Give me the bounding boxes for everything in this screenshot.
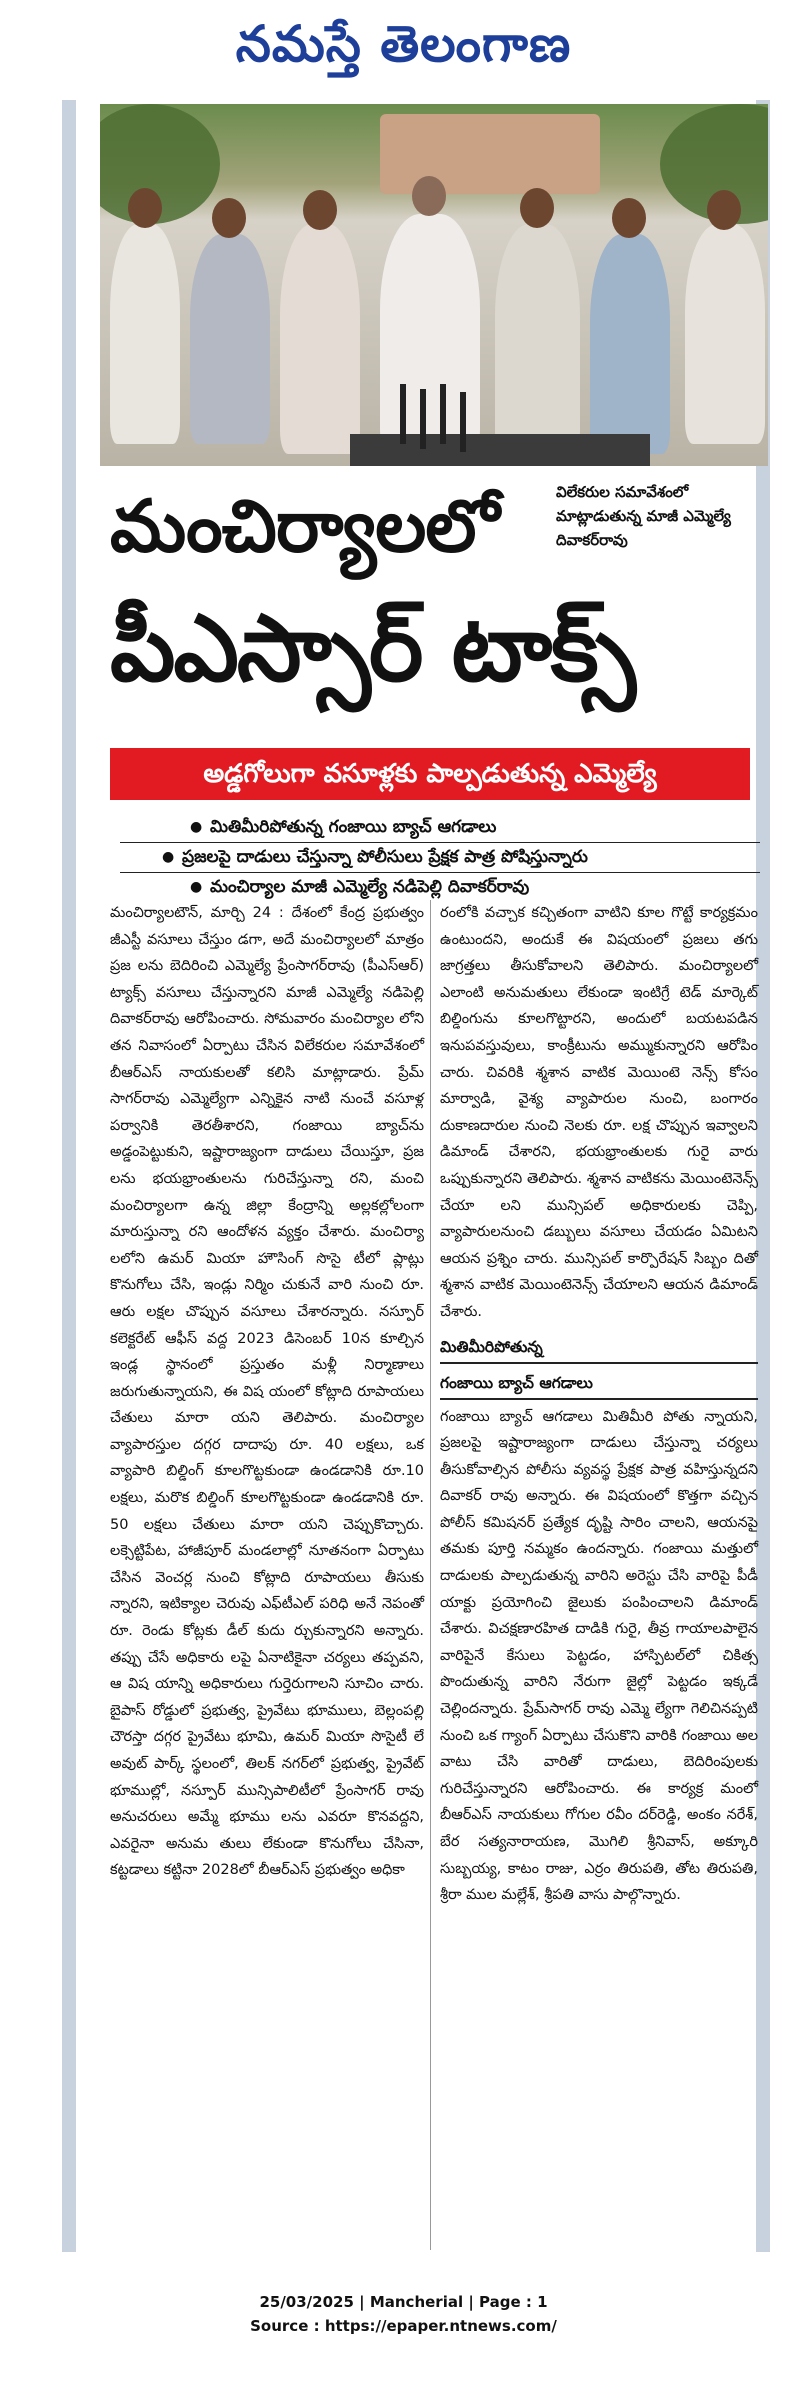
person-head — [707, 190, 741, 230]
press-meet-photo — [100, 104, 768, 466]
bullet-divider — [120, 842, 760, 843]
bullet-divider — [120, 872, 760, 873]
caption-line: మాట్లాడుతున్న మాజీ ఎమ్మెల్యే — [556, 507, 731, 525]
subhead-rule — [440, 1362, 758, 1364]
person-figure — [190, 234, 270, 444]
article-column-right — [440, 900, 758, 1909]
person-head — [520, 188, 554, 228]
microphone — [460, 392, 466, 452]
article-column-left — [110, 900, 424, 1884]
person-head — [303, 190, 337, 230]
masthead — [0, 0, 807, 88]
red-banner-subheadline: అడ్డగోలుగా వసూళ్లకు పాల్పడుతున్న ఎమ్మెల్యే — [110, 748, 750, 800]
subhead-rule — [440, 1398, 758, 1400]
body-paragraph: రంలోకి వచ్చాక కచ్చితంగా వాటిని కూల గొట్టే కార్యక్రమం ఉంటుందని, అందుకే ఈ విషయంలో ప్రజలు తగు జాగ్రత్తలు తీసుకోవాలని తెలిపారు. మంచిర్యాలలో ఎలాంటి అనుమతులు లేకుండా ఇంటిగ్రే టెడ్ మార్కెట్ బిల్డింగును కూలగొట్టారని, అందులో బయటపడిన ఇనుపవస్తువులు, కాంక్రీటును అమ్ముకున్నారని ఆరోపిం చారు. చివరికి శ్మశాన వాటిక మెయింటె నెన్స్ కోసం మార్వాడి, వైశ్య వ్యాపారుల నుంచి, బంగారం దుకాణదారుల నుంచి నెలకు రూ. లక్ష చొప్పున ఇవ్వాలని డిమాండ్ చేశారని, భయభ్రాంతులకు గురై వారు ఒప్పుకున్నారని తెలిపారు. శ్మశాన వాటికను మెయింటెనెన్స్ చేయా లని మున్సిపల్ అధికారులకు చెప్పి, వ్యాపారులనుంచి డబ్బులు వసూలు చేయడం ఏమిటని ఆయన ప్రశ్నిం చారు. మున్సిపల్ కార్పొరేషన్ సిబ్బం దితో శ్మశాన వాటిక మెయింటెనెన్స్ చేయాలని ఆయన డిమాండ్ చేశారు. — [440, 905, 758, 1320]
bullet-item: ● మంచిర్యాల మాజీ ఎమ్మెల్యే నడిపెల్లి దివాకర్‌రావు — [120, 872, 760, 902]
person-head — [412, 176, 446, 216]
page-footer — [0, 2290, 807, 2338]
person-figure — [495, 224, 580, 454]
microphone — [400, 384, 406, 444]
caption-line: దివాకర్‌రావు — [556, 531, 628, 549]
person-figure — [685, 224, 765, 444]
microphone — [420, 389, 426, 449]
person-head — [128, 188, 162, 228]
highlight-bullets — [120, 812, 760, 902]
person-figure — [280, 224, 360, 454]
microphone — [440, 384, 446, 444]
footer-date-line: 25/03/2025 | Mancherial | Page : 1 — [259, 2293, 548, 2311]
press-table — [350, 434, 650, 466]
person-figure — [590, 234, 670, 454]
background-building — [380, 114, 600, 194]
person-head — [612, 198, 646, 238]
headline-line-1: మంచిర్యాలలో — [110, 484, 499, 568]
photo-caption — [556, 480, 766, 552]
headline-line-2: పీఎస్సార్ టాక్స్ — [110, 595, 635, 702]
person-head — [212, 198, 246, 238]
section-subhead: గంజాయి బ్యాచ్ ఆగడాలు — [440, 1373, 593, 1392]
column-divider — [430, 900, 431, 2250]
body-paragraph: మంచిర్యాలటౌన్, మార్చి 24 : దేశంలో కేంద్ర ప్రభుత్వం జీఎస్టీ వసూలు చేస్తుం డగా, అదే మంచిర్యాలలో మాత్రం ప్రజ లను బెదిరించి ఎమ్మెల్యే ప్రేంసాగర్‌రావు (పీఎస్‌ఆర్) ట్యాక్స్ వసూలు చేస్తున్నారని మాజీ ఎమ్మెల్యే నడిపెల్లి దివాకర్‌రావు ఆరోపించారు. సోమవారం మంచిర్యాల లోని తన నివాసంలో ఏర్పాటు చేసిన విలేకరుల సమావేశంలో బీఆర్‌ఎస్ నాయకులతో కలిసి మాట్లాడారు. ప్రేమ్ సాగర్‌రావు ఎమ్మెల్యేగా ఎన్నికైన నాటి నుంచే వసూళ్ల పర్వానికి తెరతీశారని, గంజాయి బ్యాచ్‌ను అడ్డంపెట్టుకుని, ఇష్టారాజ్యంగా దాడులు చేయిస్తూ, ప్రజ లను భయభ్రాంతులను గురిచేస్తున్నా రని, మంచి మంచిర్యాలగా ఉన్న జిల్లా కేంద్రాన్ని అల్లకల్లోలంగా మారుస్తున్నా రని ఆందోళన వ్యక్తం చేశారు. మంచిర్యా లలోని ఉమర్ మియా హౌసింగ్ సొసై టీలో ప్లాట్లు కొనుగోలు చేసి, ఇండ్లు నిర్మిం చుకునే వారి నుంచి రూ. ఆరు లక్షల చొప్పున వసూలు చేశారన్నారు. నస్పూర్ కలెక్టరేట్ ఆఫీస్ వద్ద 2023 డిసెంబర్ 10న కూల్చిన ఇండ్ల స్థానంలో ప్రస్తుతం మళ్లీ నిర్మాణాలు జరుగుతున్నాయని, ఈ విష యంలో కోట్లాది రూపాయలు చేతులు మారా యని తెలిపారు. మంచిర్యాల వ్యాపారస్తుల దగ్గర దాదాపు రూ. 40 లక్షలు, ఒక వ్యాపారి బిల్డింగ్ కూలగొట్టకుండా ఉండడానికి రూ.10 లక్షలు, మరొక బిల్డింగ్ కూలగొట్టకుండా ఉండడానికి రూ. 50 లక్షలు చేతులు మారా యని చెప్పుకొచ్చారు. లక్సెట్టిపేట, హాజీపూర్ మండలాల్లో నూతనంగా ఏర్పాటు చేసిన వెంచర్ల నుంచి కోట్లాది రూపాయలు తీసుకు న్నారని, ఇటిక్యాల చెరువు ఎఫ్‌టీఎల్ పరిధి అనే నెపంతో రూ. రెండు కోట్లకు డీల్ కుదు ర్చుకున్నారని అన్నారు. తప్పు చేసే అధికారు లపై ఏనాటికైనా చర్యలు తప్పవని, ఆ విష యాన్ని అధికారులు గుర్తెరుగాలని సూచిం చారు. బైపాస్ రోడ్డులో ప్రభుత్వ, ప్రైవేటు భూములు, బెల్లంపల్లి చౌరస్తా దగ్గర ప్రైవేటు భూమి, ఉమర్ మియా సొసైటీ లే అవుట్ పార్క్ స్థలంలో, తిలక్ నగర్‌లో ప్రభుత్వ, ప్రైవేట్ భూముల్లో, నస్పూర్ మున్సిపాలిటీలో ప్రేంసాగర్ రావు అనుచరులు అమ్మే భూము లను ఎవరూ కొనవద్దని, ఎవరైనా అనుమ తులు లేకుండా కొనుగోలు చేసినా, కట్టడాలు కట్టినా 2028లో బీఆర్‌ఎస్ ప్రభుత్వం అధికా — [110, 905, 424, 1879]
body-paragraph: గంజాయి బ్యాచ్ ఆగడాలు మితిమీరి పోతు న్నాయని, ప్రజలపై ఇష్టారాజ్యంగా దాడులు చేస్తున్నా చర్యలు తీసుకోవాల్సిన పోలీసు వ్యవస్థ ప్రేక్షక పాత్ర వహిస్తున్నదని దివాకర్ రావు అన్నారు. ఈ విషయంలో కొత్తగా వచ్చిన పోలీస్ కమిషనర్ ప్రత్యేక దృష్టి సారిం చాలని, ఆయనపై తమకు పూర్తి నమ్మకం ఉందన్నారు. గంజాయి మత్తులో దాడులకు పాల్పడుతున్న వారిని అరెస్టు చేసి వారిపై పీడీ యాక్టు ప్రయోగించి జైలుకు పంపించాలని డిమాండ్ చేశారు. విచక్షణారహిత దాడికి గురై, తీవ్ర గాయాలపాలైన వారిపైనే కేసులు పెట్టడం, హాస్పిటల్‌లో చికిత్స పొందుతున్న వారిని నేరుగా జైల్లో పెట్టడం ఇక్కడే చెల్లిందన్నారు. ప్రేమ్‌సాగర్ రావు ఎమ్మె ల్యేగా గెలిచినప్పటి నుంచి ఒక గ్యాంగ్ ఏర్పాటు చేసుకొని వారికి గంజాయి అల వాటు చేసి వారితో దాడులు, బెదిరింపులకు గురిచేస్తున్నారని ఆరోపించారు. ఈ కార్యక్ర మంలో బీఆర్‌ఎస్ నాయకులు గోగుల రవీం దర్‌రెడ్డి, అంకం నరేశ్, బేర సత్యనారాయణ, మొగిలి శ్రీనివాస్, అక్కూరి సుబ్బయ్య, కాటం రాజు, ఎర్రం తిరుపతి, తోట తిరుపతి, శ్రీరా ముల మల్లేశ్, శ్రీపతి వాసు పాల్గొన్నారు. — [440, 1408, 758, 1904]
bullet-item: ● మితిమీరిపోతున్న గంజాయి బ్యాచ్ ఆగడాలు — [120, 812, 760, 842]
newspaper-name: నమస్తే తెలంగాణ — [235, 14, 572, 73]
footer-source-line: Source : https://epaper.ntnews.com/ — [250, 2317, 557, 2335]
section-subhead: మితిమీరిపోతున్న — [440, 1337, 543, 1356]
bullet-item: ● ప్రజలపై దాడులు చేస్తున్నా పోలీసులు ప్రేక్షక పాత్ర పోషిస్తున్నారు — [120, 842, 760, 872]
caption-line: విలేకరుల సమావేశంలో — [556, 483, 689, 501]
person-figure — [110, 224, 180, 444]
